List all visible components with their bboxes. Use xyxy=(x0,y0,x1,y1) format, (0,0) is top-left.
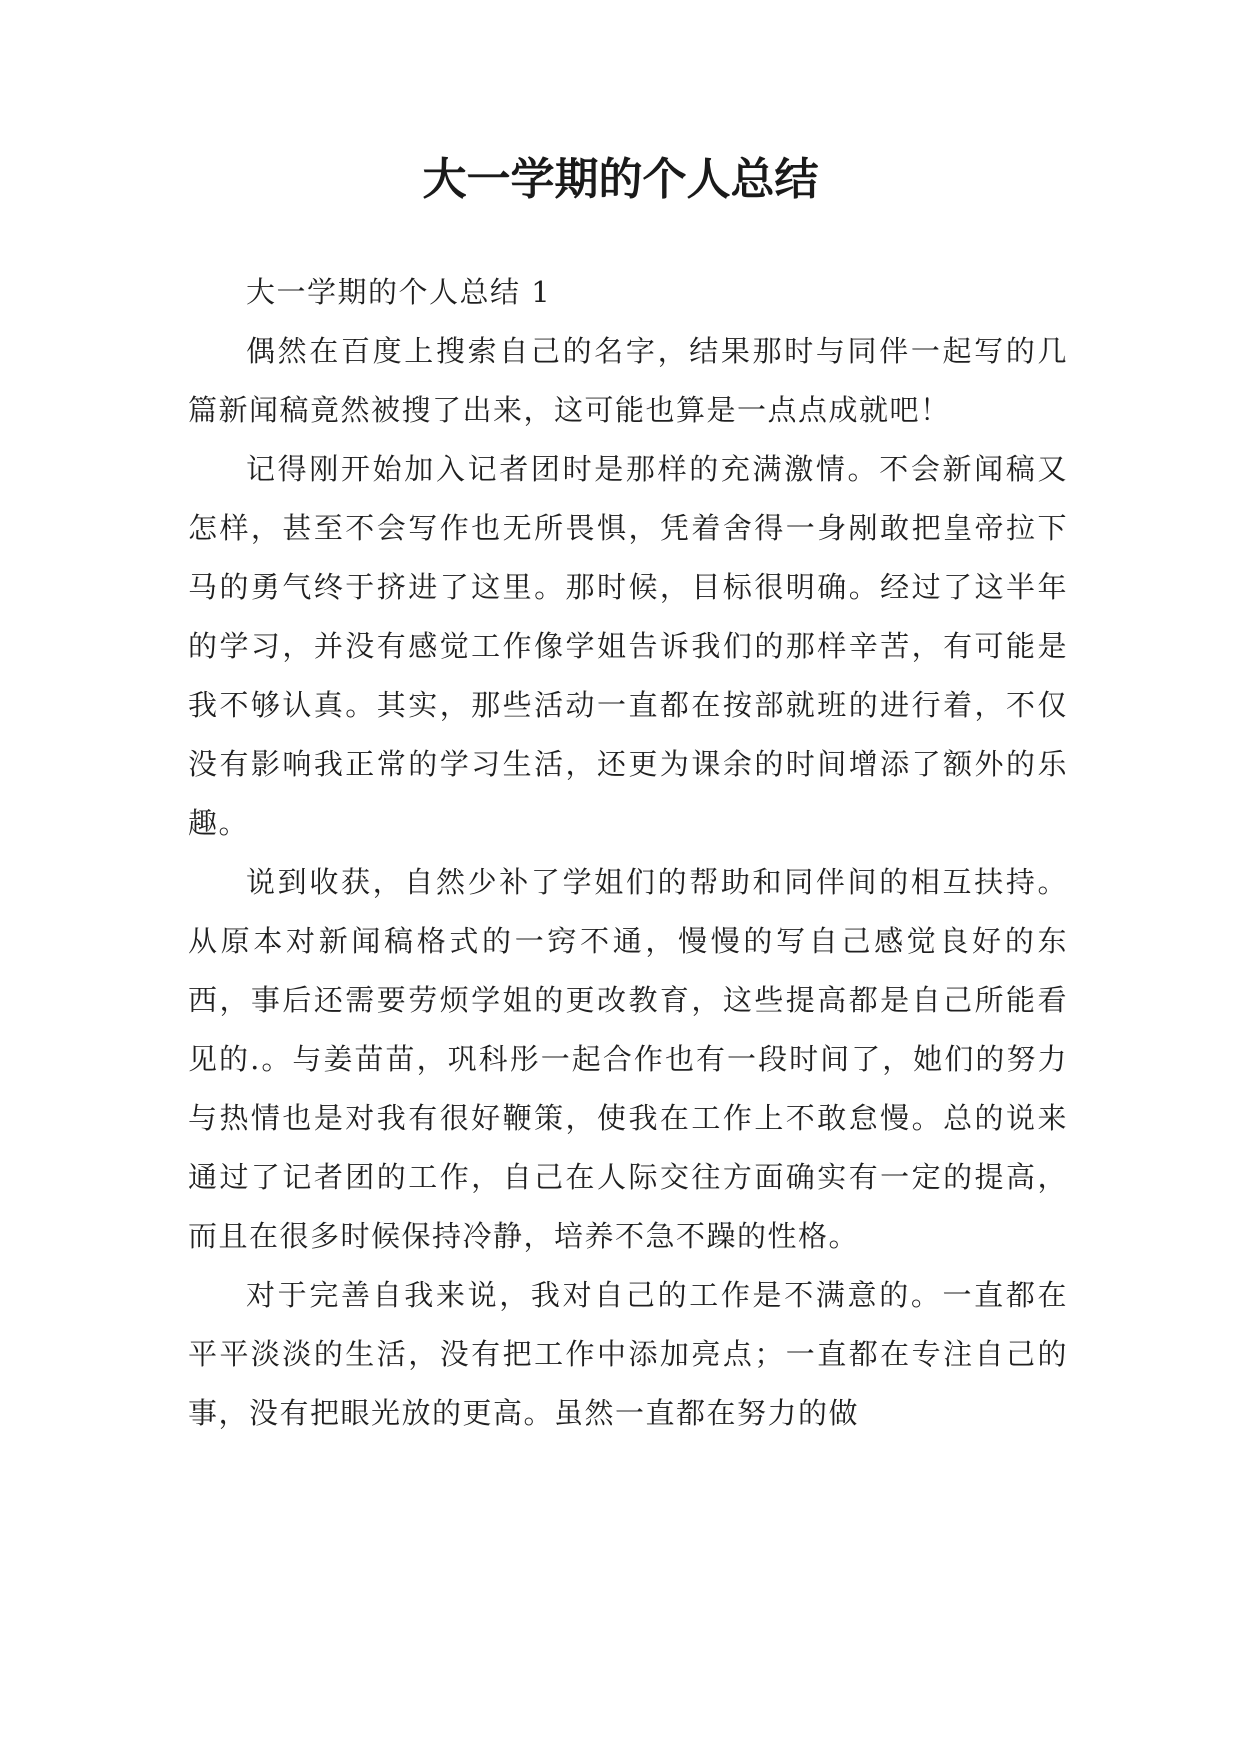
section-heading: 大一学期的个人总结 1 xyxy=(246,275,552,309)
document-title: 大一学期的个人总结 xyxy=(422,154,819,205)
paragraph-1: 偶然在百度上搜索自己的名字，结果那时与同伴一起写的几篇新闻稿竟然被搜了出来，这可能也算是一点点成就吧！ xyxy=(188,334,1068,427)
paragraph-3: 说到收获，自然少补了学姐们的帮助和同伴间的相互扶持。从原本对新闻稿格式的一窍不通，慢慢的写自己感觉良好的东西，事后还需要劳烦学姐的更改教育，这些提高都是自己所能看见的.。与姜苗苗，巩科彤一起合作也有一段时间了，她们的努力与热情也是对我有很好鞭策，使我在工作上不敢怠慢。总的说来通过了记者团的工作，自己在人际交往方面确实有一定的提高，而且在很多时候保持冷静，培养不急不躁的性格。 xyxy=(188,865,1068,1253)
document-body xyxy=(188,263,1068,1443)
paragraph-4: 对于完善自我来说，我对自己的工作是不满意的。一直都在平平淡淡的生活，没有把工作中添加亮点；一直都在专注自己的事，没有把眼光放的更高。虽然一直都在努力的做 xyxy=(188,1278,1068,1430)
paragraph-2: 记得刚开始加入记者团时是那样的充满激情。不会新闻稿又怎样，甚至不会写作也无所畏惧，凭着舍得一身剐敢把皇帝拉下马的勇气终于挤进了这里。那时候，目标很明确。经过了这半年的学习，并没有感觉工作像学姐告诉我们的那样辛苦，有可能是我不够认真。其实，那些活动一直都在按部就班的进行着，不仅没有影响我正常的学习生活，还更为课余的时间增添了额外的乐趣。 xyxy=(188,452,1068,840)
